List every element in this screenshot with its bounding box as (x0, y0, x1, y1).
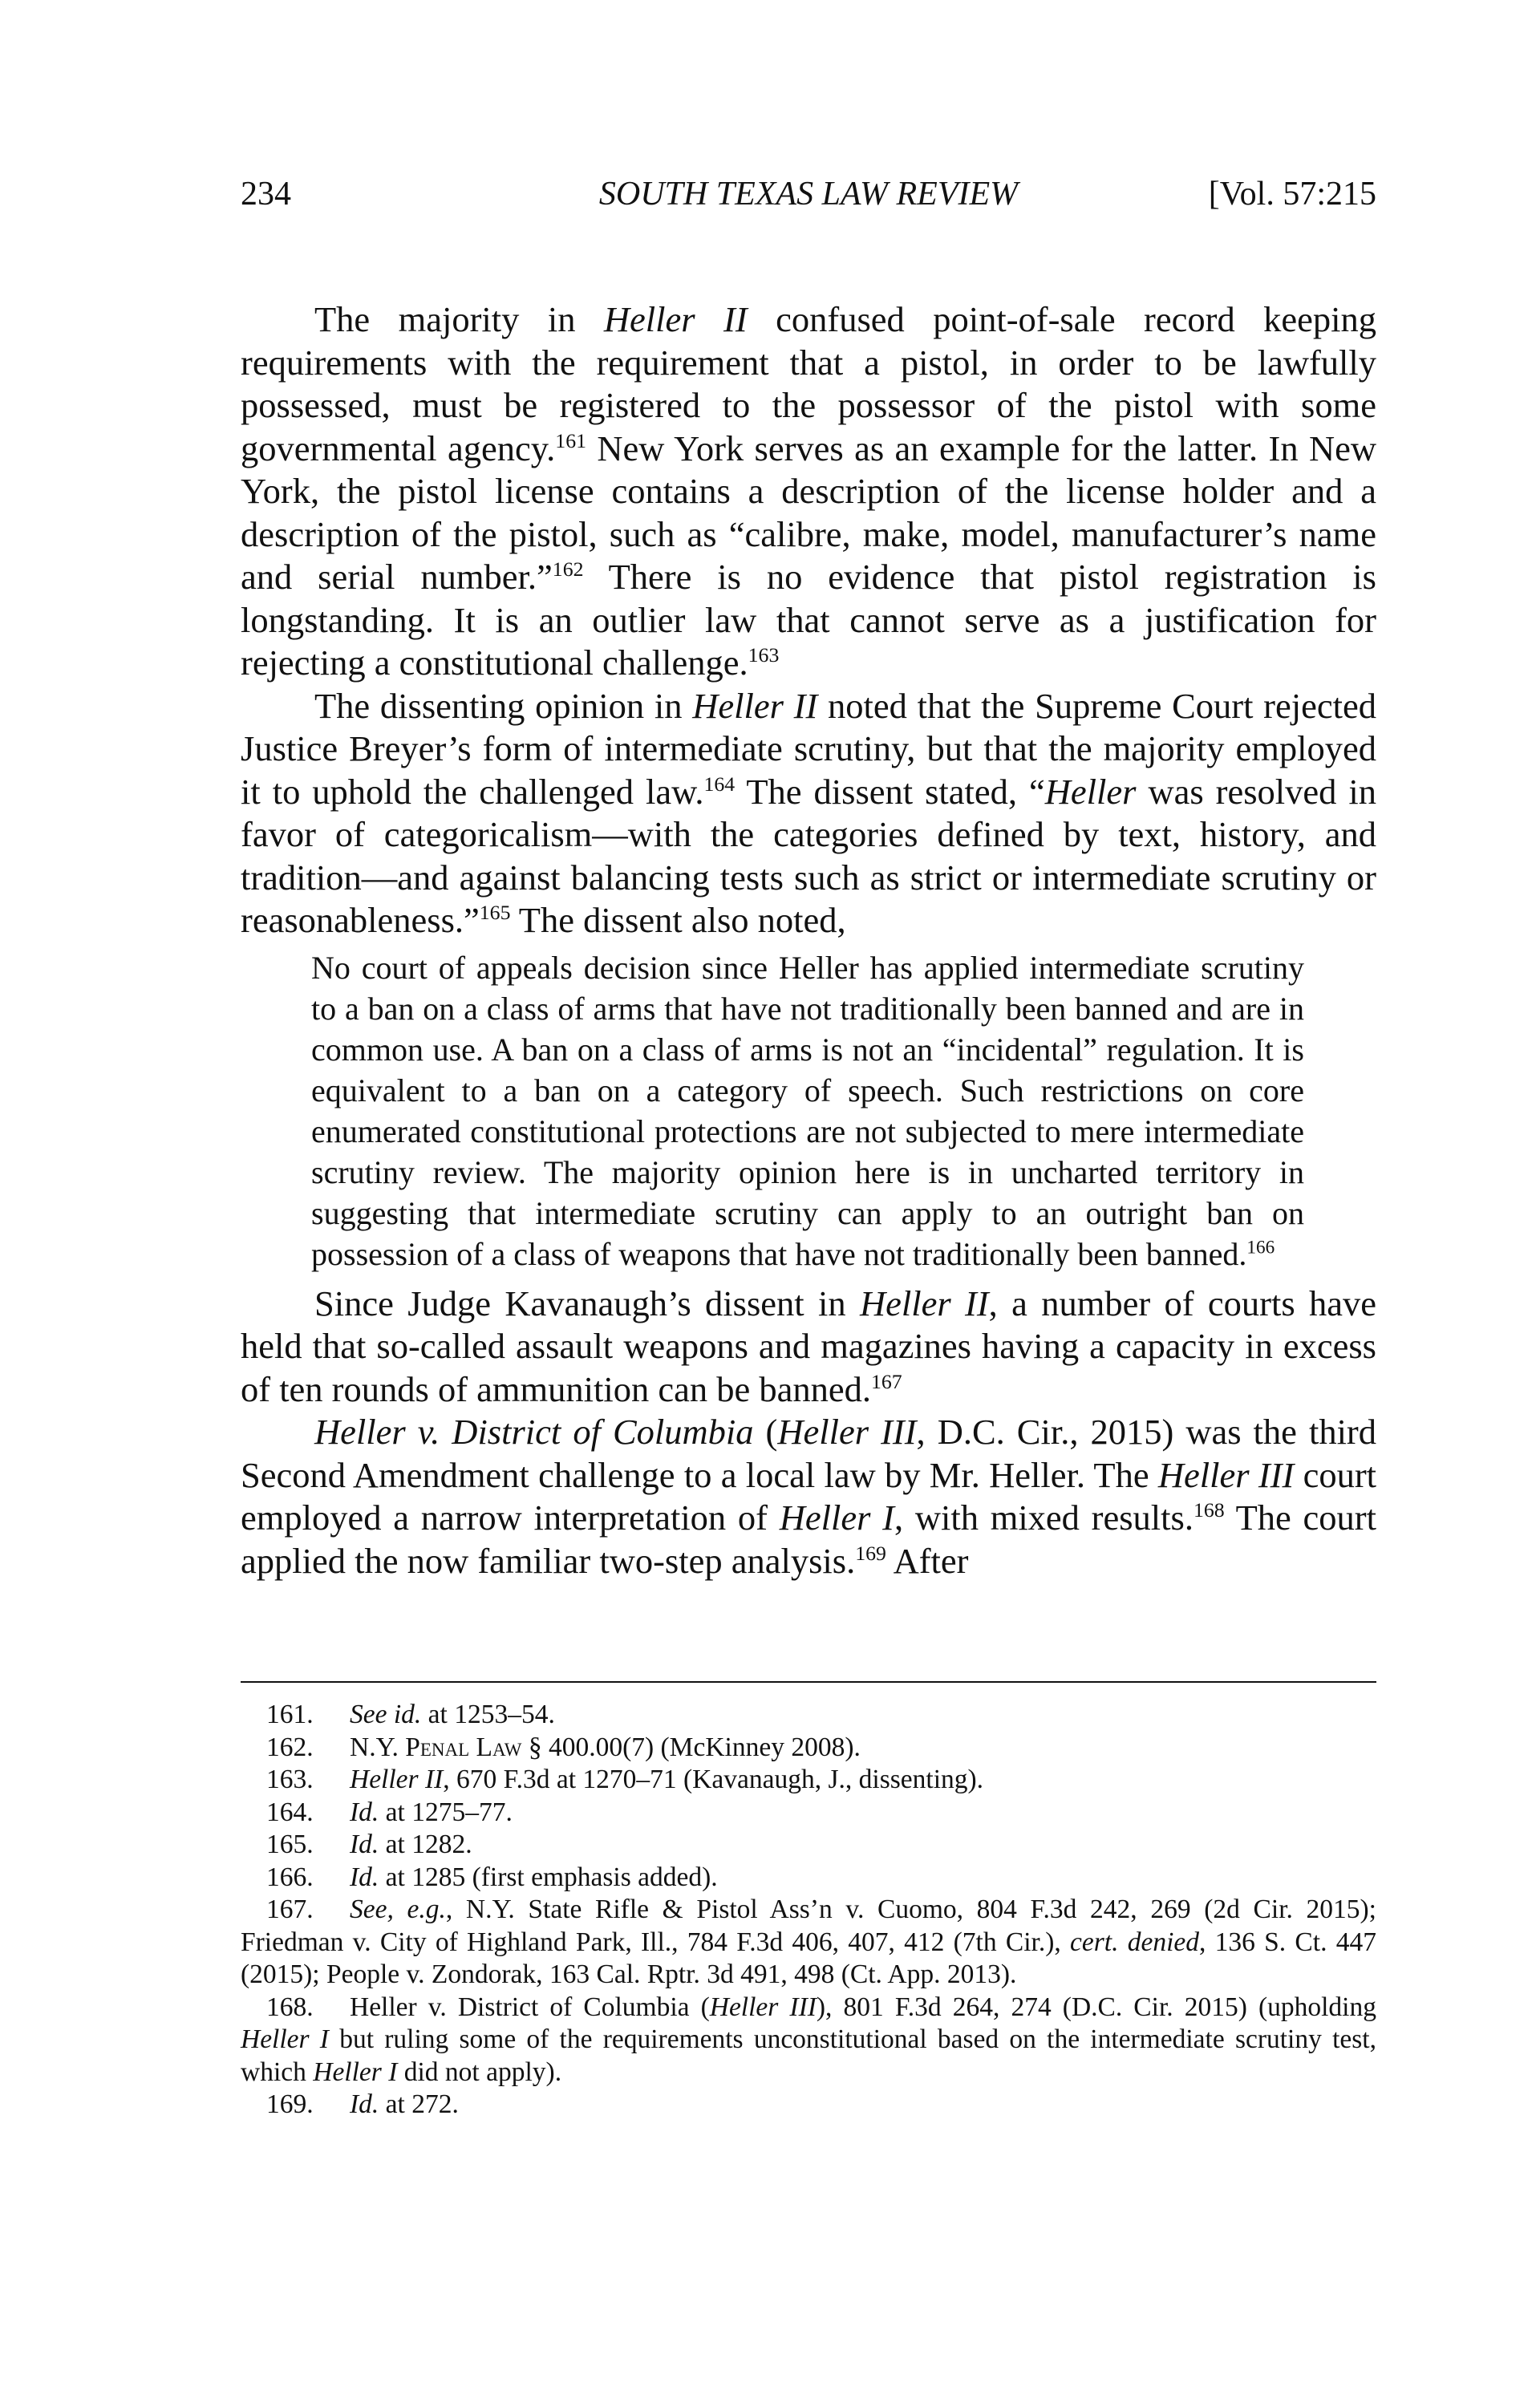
paragraph-1: The majority in Heller II confused point-of-sale record keeping requirements with the requirement that a pistol, in order to be lawfully possessed, must be registered to the possessor of the pistol with some governmental agency.$^{161}$ New York serves as an example for the latter. In New York, the pistol license contains a description of the license holder and a description of the pistol, such as “calibre, make, model, manufacturer’s name and serial number.”$^{162}$ There is no evidence that pistol registration is longstanding. It is an outlier law that cannot serve as a justification for rejecting a constitutional challenge.$^{163}$ (241, 299, 1377, 683)
block-quote: No court of appeals decision since Heller has applied intermediate scrutiny to a ban on a class of arms that have not traditionally been banned and are in common use. A ban on a class of arms is not an “incidental” regulation. It is equivalent to a ban on a category of speech. Such restrictions on core enumerated constitutional protections are not subjected to mere intermediate scrutiny review. The majority opinion here is in uncharted territory in suggesting that intermediate scrutiny can apply to an outright ban on possession of a class of weapons that have not traditionally been banned.$^{166}$ (311, 949, 1304, 1272)
footnote-ref-166: 166 (1246, 1237, 1275, 1258)
running-header (241, 175, 1376, 223)
footnote-167: 167. See, e.g., N.Y. State Rifle & Pistol Ass’n v. Cuomo, 804 F.3d 242, 269 (2d Cir. 2015); Friedman v. City of Highland Park, Ill., 784 F.3d 406, 407, 412 (7th Cir.), cert. denied, 136 S. Ct. 447 (2015); People v. Zondorak, 163 Cal. Rptr. 3d 491, 498 (Ct. App. 2013). (241, 1895, 1376, 1989)
volume-citation: [Vol. 57:215 (1208, 176, 1376, 213)
paragraph-4: Heller v. District of Columbia (Heller III, D.C. Cir., 2015) was the third Second Amendment challenge to a local law by Mr. Heller. The Heller III court employed a narrow interpretation of Heller I, with mixed results.$^{168}$ The court applied the now familiar two-step analysis.$^{169}$ After (241, 1412, 1377, 1581)
paragraph-2: The dissenting opinion in Heller II noted that the Supreme Court rejected Justice Breyer’s form of intermediate scrutiny, but that the majority employed it to uphold the challenged law.$^{164}$ The dissent stated, “Heller was resolved in favor of categoricalism—with the categories defined by text, history, and tradition—and against balancing tests such as strict or intermediate scrutiny or reasonableness.”$^{165}$ The dissent also noted, (241, 685, 1376, 940)
footnote-165: 165. Id. at 1282. (266, 1830, 472, 1859)
footnote-ref-163: 163 (748, 643, 780, 667)
footnote-ref-164: 164 (703, 772, 736, 796)
footnote-ref-162: 162 (552, 557, 584, 582)
footnote-162: 162. N.Y. Penal Law § 400.00(7) (McKinney 2008). (266, 1732, 861, 1762)
footnote-166: 166. Id. at 1285 (first emphasis added). (266, 1862, 718, 1892)
footnote-163: 163. Heller II, 670 F.3d at 1270–71 (Kavanaugh, J., dissenting). (266, 1765, 984, 1794)
footnote-164: 164. Id. at 1275–77. (266, 1797, 513, 1827)
footnote-168: 168. Heller v. District of Columbia (Heller III), 801 F.3d 264, 274 (D.C. Cir. 2015) (upholding Heller I but ruling some of the requirements unconstitutional based on the intermediate scrutiny test, which Heller I did not apply). (241, 1992, 1376, 2087)
main-text (241, 298, 1376, 1582)
footnote-ref-161: 161 (555, 428, 586, 452)
page-number: 234 (241, 176, 291, 213)
footnote-ref-165: 165 (479, 901, 511, 925)
footnote-ref-167: 167 (870, 1369, 902, 1393)
footnote-ref-168: 168 (1193, 1498, 1225, 1522)
footnotes (241, 1699, 1376, 2121)
footnote-ref-169: 169 (855, 1541, 886, 1565)
footnote-169: 169. Id. at 272. (266, 2089, 459, 2119)
journal-title: SOUTH TEXAS LAW REVIEW (598, 176, 1019, 213)
paragraph-3: Since Judge Kavanaugh’s dissent in Heller II, a number of courts have held that so-called assault weapons and magazines having a capacity in excess of ten rounds of ammunition can be banned.$^{167}$ (241, 1283, 1376, 1409)
footnote-161: 161. See id. at 1253–54. (266, 1700, 555, 1729)
footnote-divider (241, 1681, 1376, 1683)
